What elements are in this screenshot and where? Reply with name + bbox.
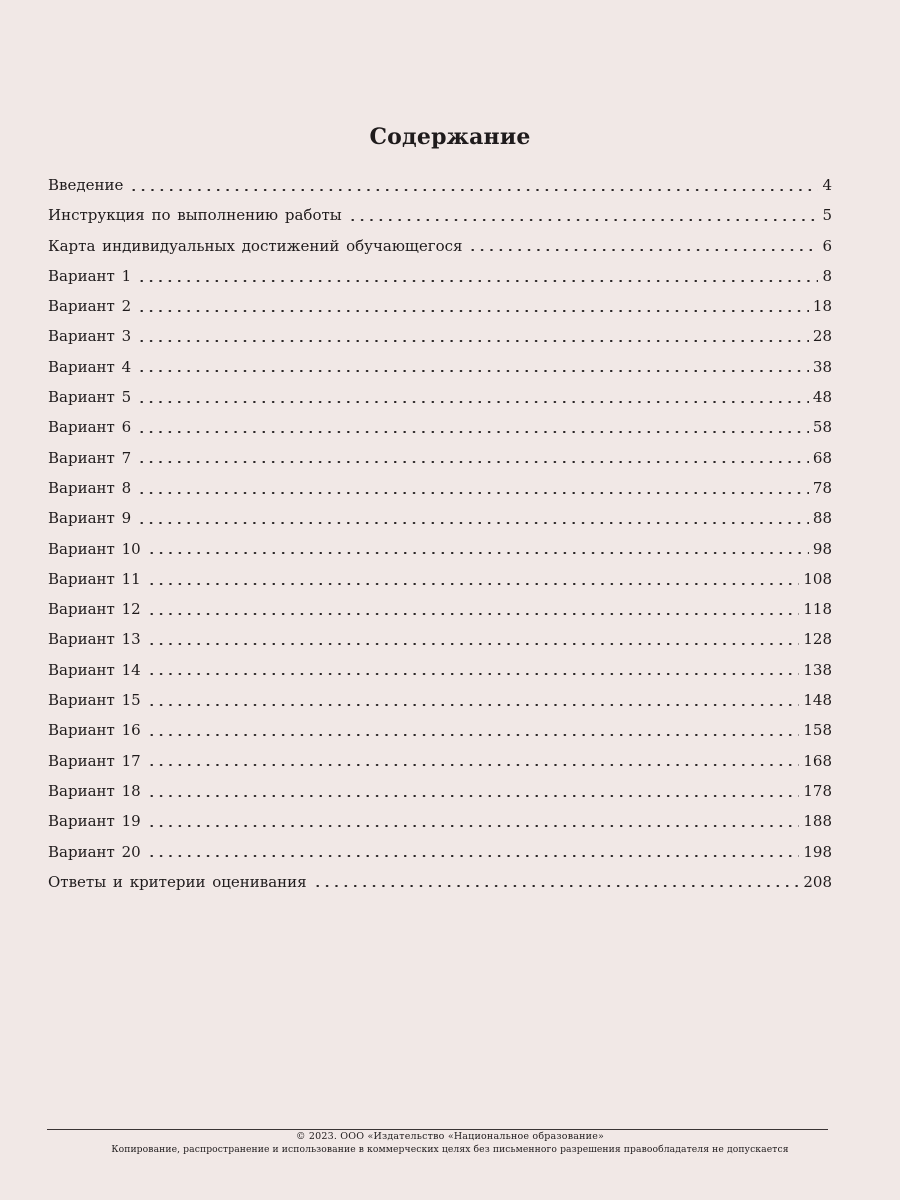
toc-entry <box>48 776 832 806</box>
toc-entry <box>48 655 832 685</box>
toc-entry-label: Вариант 8 <box>48 478 132 497</box>
toc-entry-page-number: 138 <box>803 660 832 679</box>
dot-leader <box>137 401 809 403</box>
toc-entry-page-number: 5 <box>822 206 832 225</box>
toc-entry-page-number: 168 <box>803 751 832 770</box>
toc-entry <box>48 503 832 533</box>
toc-entry-page-number: 68 <box>812 448 832 467</box>
dot-leader <box>468 249 818 251</box>
toc-entry-label: Вариант 4 <box>48 357 132 376</box>
dot-leader <box>137 461 809 463</box>
toc-entry-label: Вариант 2 <box>48 297 132 316</box>
toc-entry-page-number: 48 <box>812 388 832 407</box>
toc-entry-label: Вариант 18 <box>48 781 141 800</box>
dot-leader <box>147 734 800 736</box>
toc-entry-page-number: 4 <box>822 176 832 194</box>
toc-entry-page-number: 118 <box>803 600 832 619</box>
toc-entry-label: Вариант 1 <box>48 266 132 285</box>
toc-entry-label: Вариант 3 <box>48 327 132 346</box>
toc-entry-page-number: 8 <box>822 266 832 285</box>
toc-entry-page-number: 88 <box>812 509 832 528</box>
toc-entry-label: Вариант 9 <box>48 509 132 528</box>
dot-leader <box>348 219 818 221</box>
dot-leader <box>137 340 809 342</box>
toc-entry-page-number: 188 <box>803 812 832 831</box>
dot-leader <box>137 431 809 433</box>
toc-entry <box>48 594 832 624</box>
toc-entry <box>48 412 832 442</box>
toc-entry-page-number: 158 <box>803 721 832 740</box>
toc-entry <box>48 261 832 291</box>
dot-leader <box>147 825 800 827</box>
toc-entry <box>48 321 832 351</box>
toc-entry-label: Вариант 7 <box>48 448 132 467</box>
dot-leader <box>147 583 800 585</box>
dot-leader <box>129 189 818 191</box>
toc-entry <box>48 534 832 564</box>
toc-entry-page-number: 78 <box>812 478 832 497</box>
page-title: Содержание <box>369 124 531 150</box>
dot-leader <box>147 643 800 645</box>
toc-entry-page-number: 38 <box>812 357 832 376</box>
dot-leader <box>137 310 809 312</box>
toc-entry-label: Вариант 10 <box>48 539 141 558</box>
toc-entry <box>48 170 832 200</box>
toc-entry <box>48 837 832 867</box>
toc-entry-page-number: 108 <box>803 569 832 588</box>
footer-copyright: © 2023. ООО «Издательство «Национальное образование» <box>295 1131 605 1142</box>
dot-leader <box>147 704 800 706</box>
footer-notice: Копирование, распространение и использование в коммерческих целях без письменного разрешения правообладателя не допускается <box>111 1144 789 1155</box>
toc-entry-label: Вариант 16 <box>48 721 141 740</box>
toc-entry <box>48 624 832 654</box>
dot-leader <box>147 855 800 857</box>
toc-entry-page-number: 128 <box>803 630 832 649</box>
toc-entry-page-number: 98 <box>812 539 832 558</box>
footer-divider <box>47 1129 828 1130</box>
dot-leader <box>137 370 809 372</box>
toc-entry <box>48 685 832 715</box>
toc-entry-label: Введение <box>48 176 124 194</box>
toc-entry <box>48 382 832 412</box>
table-of-contents <box>48 170 832 897</box>
toc-entry-label: Ответы и критерии оценивания <box>48 872 307 891</box>
dot-leader <box>137 492 809 494</box>
dot-leader <box>147 613 800 615</box>
dot-leader <box>313 885 800 887</box>
toc-entry-label: Вариант 20 <box>48 842 141 861</box>
toc-entry-label: Вариант 17 <box>48 751 141 770</box>
toc-entry-label: Инструкция по выполнению работы <box>48 206 342 225</box>
toc-entry-page-number: 178 <box>803 781 832 800</box>
toc-entry-label: Вариант 15 <box>48 691 141 710</box>
toc-entry-label: Вариант 19 <box>48 812 141 831</box>
toc-entry <box>48 746 832 776</box>
toc-entry-page-number: 28 <box>812 327 832 346</box>
toc-entry-page-number: 148 <box>803 691 832 710</box>
toc-entry-page-number: 6 <box>822 236 832 255</box>
toc-entry-label: Вариант 11 <box>48 569 141 588</box>
toc-entry-label: Вариант 14 <box>48 660 141 679</box>
toc-entry <box>48 291 832 321</box>
toc-entry <box>48 473 832 503</box>
toc-entry <box>48 867 832 897</box>
toc-entry-label: Вариант 6 <box>48 418 132 437</box>
toc-entry-label: Карта индивидуальных достижений обучающегося <box>48 236 463 255</box>
toc-entry-page-number: 18 <box>812 297 832 316</box>
toc-entry-page-number: 58 <box>812 418 832 437</box>
toc-entry <box>48 200 832 230</box>
dot-leader <box>147 764 800 766</box>
toc-entry-label: Вариант 5 <box>48 388 132 407</box>
toc-entry <box>48 443 832 473</box>
dot-leader <box>137 280 818 282</box>
dot-leader <box>137 522 809 524</box>
toc-entry <box>48 564 832 594</box>
toc-entry-page-number: 198 <box>803 842 832 861</box>
toc-entry <box>48 715 832 745</box>
toc-entry-label: Вариант 13 <box>48 630 141 649</box>
toc-entry <box>48 806 832 836</box>
dot-leader <box>147 673 800 675</box>
toc-entry <box>48 352 832 382</box>
dot-leader <box>147 552 809 554</box>
dot-leader <box>147 795 800 797</box>
toc-entry <box>48 231 832 261</box>
toc-entry-page-number: 208 <box>803 872 832 891</box>
toc-entry-label: Вариант 12 <box>48 600 141 619</box>
